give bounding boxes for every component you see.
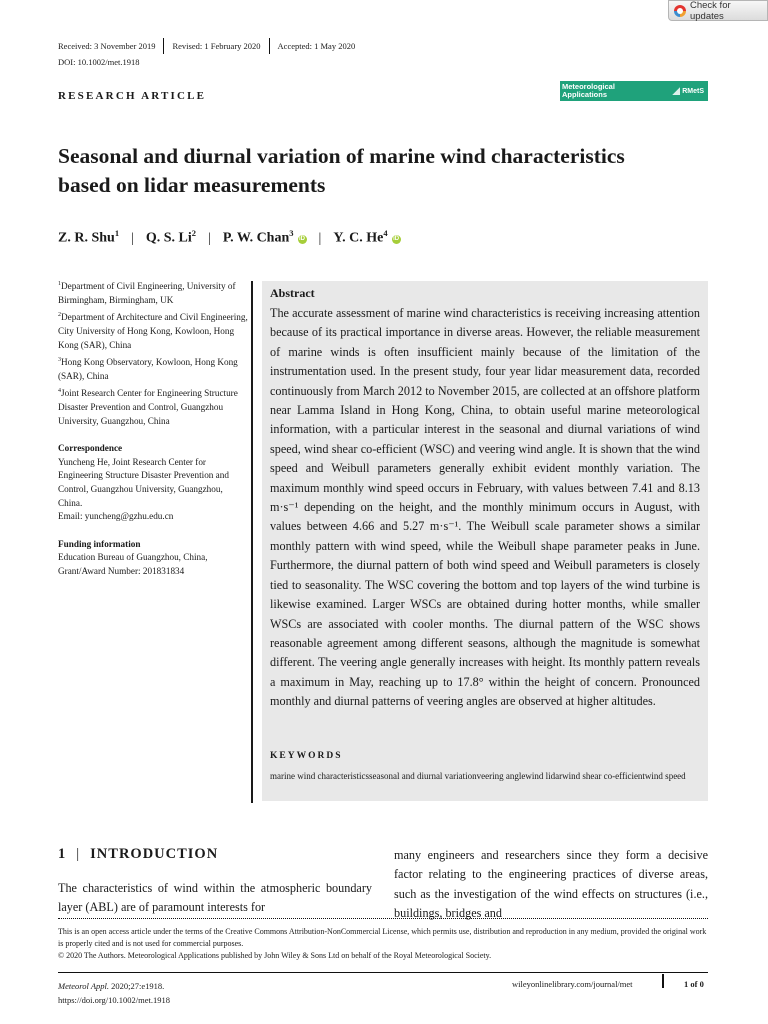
check-for-updates-button[interactable] bbox=[668, 0, 768, 21]
abstract-side-rule bbox=[251, 281, 253, 803]
keywords-heading: KEYWORDS bbox=[270, 751, 343, 761]
footer-volume: 2020;27:e1918. bbox=[109, 981, 165, 991]
affiliation bbox=[58, 278, 248, 307]
rmets-logo-text: RMetS bbox=[682, 87, 704, 95]
rmets-logo bbox=[672, 87, 708, 95]
affiliation bbox=[58, 309, 248, 352]
footer-citation bbox=[58, 979, 170, 1007]
footer-divider bbox=[58, 972, 708, 973]
crossmark-icon bbox=[674, 5, 686, 17]
footnote-divider bbox=[58, 918, 708, 919]
section-title: INTRODUCTION bbox=[90, 846, 219, 862]
affiliation-text: Joint Research Center for Engineering Structure Disaster Prevention and Control, Guangzhou University, Guangzhou, China bbox=[58, 388, 238, 426]
author[interactable] bbox=[223, 228, 307, 247]
affiliation-text: Hong Kong Observatory, Kowloon, Hong Kong (SAR), China bbox=[58, 357, 238, 381]
author-affiliation-number: 1 bbox=[114, 228, 120, 238]
author-separator: | bbox=[208, 230, 211, 246]
license-note bbox=[58, 926, 708, 961]
author-name: Z. R. Shu bbox=[58, 230, 115, 246]
affiliation bbox=[58, 354, 248, 383]
correspondence-heading: Correspondence bbox=[58, 443, 123, 454]
intro-paragraph-right: many engineers and researchers since they form a decisive factor relating to the engineering practices of diverse areas, such as the investigation of the wind effects on structures (i.e., buildings, bridges and bbox=[394, 848, 708, 921]
article-type-label: RESEARCH ARTICLE bbox=[58, 90, 207, 102]
correspondence-email[interactable]: Email: yuncheng@gzhu.edu.cn bbox=[58, 511, 174, 522]
journal-name-line2: Applications bbox=[562, 90, 608, 99]
journal-badge[interactable] bbox=[560, 81, 708, 101]
revised-date: Revised: 1 February 2020 bbox=[172, 41, 261, 51]
author-separator: | bbox=[131, 230, 134, 246]
author-name: P. W. Chan bbox=[222, 230, 290, 246]
affiliation bbox=[58, 385, 248, 428]
copyright-text: © 2020 The Authors. Meteorological Applications published by John Wiley & Sons Ltd on behalf of the Royal Meteorological Society. bbox=[58, 950, 492, 960]
author-list bbox=[58, 228, 401, 247]
affiliation-text: Department of Civil Engineering, University of Birmingham, Birmingham, UK bbox=[58, 281, 236, 305]
footer-doi-link[interactable]: https://doi.org/10.1002/met.1918 bbox=[58, 995, 170, 1005]
funding-heading: Funding information bbox=[58, 538, 141, 549]
affiliation-number: 4 bbox=[58, 388, 61, 395]
author-name: Q. S. Li bbox=[145, 230, 192, 246]
check-for-updates-label: Check for updates bbox=[689, 0, 731, 22]
journal-name bbox=[560, 83, 615, 99]
rmets-mark-icon bbox=[672, 87, 680, 95]
doi[interactable]: DOI: 10.1002/met.1918 bbox=[58, 57, 140, 67]
abstract-heading: Abstract bbox=[270, 286, 315, 300]
affiliation-number: 2 bbox=[58, 312, 61, 319]
orcid-icon[interactable]: iD bbox=[299, 235, 306, 242]
intro-paragraph-left: The characteristics of wind within the atmospheric boundary layer (ABL) are of paramount interests for bbox=[58, 881, 372, 915]
author-separator: | bbox=[318, 230, 322, 246]
journal-website-link[interactable]: wileyonlinelibrary.com/journal/met bbox=[512, 979, 633, 989]
page-number: 1 of 0 bbox=[684, 979, 704, 989]
license-text: This is an open access article under the terms of the Creative Commons Attribution-NonCommercial License, which permits use, distribution and reproduction in any medium, provided the original work is properly cited and is not used for commercial purposes. bbox=[58, 927, 707, 948]
journal-name-line1: Meteorological bbox=[562, 82, 615, 91]
affiliation-text: Department of Architecture and Civil Engineering, City University of Hong Kong, Kowloon, Hong Kong (SAR), China bbox=[58, 312, 248, 350]
abstract-text: The accurate assessment of marine wind characteristics is receiving increasing attention because of its practical importance in diverse areas. However, the reliable measurement of marine winds is often insufficient mainly because of the limitation of the instrumentation used. In the present study, four year lidar measurement data, recorded continuously from March 2012 to November 2015, are collected at an offshore platform near Lamma Island in Hong Kong, China, to obtain useful marine meteorological information, with a particular interest in the seasonal and diurnal variations of wind speed, wind shear co-efficient (WSC) and veering wind angle. It is shown that the wind speed and Weibull parameters generally exhibit evident monthly variation. The maximum monthly wind speed occurs in February, with values between 7.41 and 8.13 m·s⁻¹ depending on the height, and the monthly minimum occurs in August, with values between 4.66 and 5.27 m·s⁻¹. The Weibull scale parameter shows a similar monthly pattern with wind speed, while the Weibull shape parameter peaks in June. Furthermore, the diurnal pattern of both wind speed and Weibull parameters is closely tied to seasonality. The WSC covering the bottom and top layers of the wind turbine is likewise examined. Larger WSCs are obtained during hotter months, while smaller WSCs are associated with cooler months. The diurnal pattern of the WSC shows reasonable agreement among different seasons, although the magnitude is somewhat different. The veering angle generally increases with height. Its monthly pattern reveals a maximum in May, reaching up to 17.8° within the height of concern. Pronounced monthly and diurnal patterns of veering angles are observed at higher altitudes. bbox=[270, 306, 700, 709]
article-title: Seasonal and diurnal variation of marine wind characteristics based on lidar measurements bbox=[58, 144, 625, 197]
keywords-text: marine wind characteristicsseasonal and diurnal variationveering anglewind lidarwind shear co-efficientwind speed bbox=[270, 771, 686, 781]
dates-row bbox=[58, 38, 363, 54]
accepted-date: Accepted: 1 May 2020 bbox=[277, 41, 356, 51]
section-separator: | bbox=[76, 846, 81, 862]
footer-separator bbox=[662, 974, 664, 988]
author[interactable] bbox=[333, 228, 400, 247]
author-name: Y. C. He bbox=[333, 230, 384, 246]
author[interactable] bbox=[58, 228, 119, 247]
affiliation-number: 3 bbox=[58, 357, 61, 364]
orcid-icon[interactable]: iD bbox=[393, 235, 400, 242]
article-info-column bbox=[58, 278, 248, 579]
section-number: 1 bbox=[58, 846, 67, 862]
affiliation-number: 1 bbox=[58, 281, 61, 287]
received-date: Received: 3 November 2019 bbox=[58, 41, 156, 51]
author-affiliation-number: 2 bbox=[191, 228, 197, 238]
author-affiliation-number: 3 bbox=[289, 228, 294, 238]
correspondence-text: Yuncheng He, Joint Research Center for Engineering Structure Disaster Prevention and Control, Guangzhou University, Guangzhou, China. bbox=[58, 456, 229, 508]
footer-journal: Meteorol Appl. bbox=[58, 981, 109, 991]
funding-text: Education Bureau of Guangzhou, China, Grant/Award Number: 201831834 bbox=[58, 552, 208, 576]
affiliations bbox=[58, 278, 248, 428]
author-affiliation-number: 4 bbox=[383, 228, 388, 238]
author[interactable] bbox=[146, 228, 196, 247]
section-heading-introduction bbox=[58, 846, 218, 863]
